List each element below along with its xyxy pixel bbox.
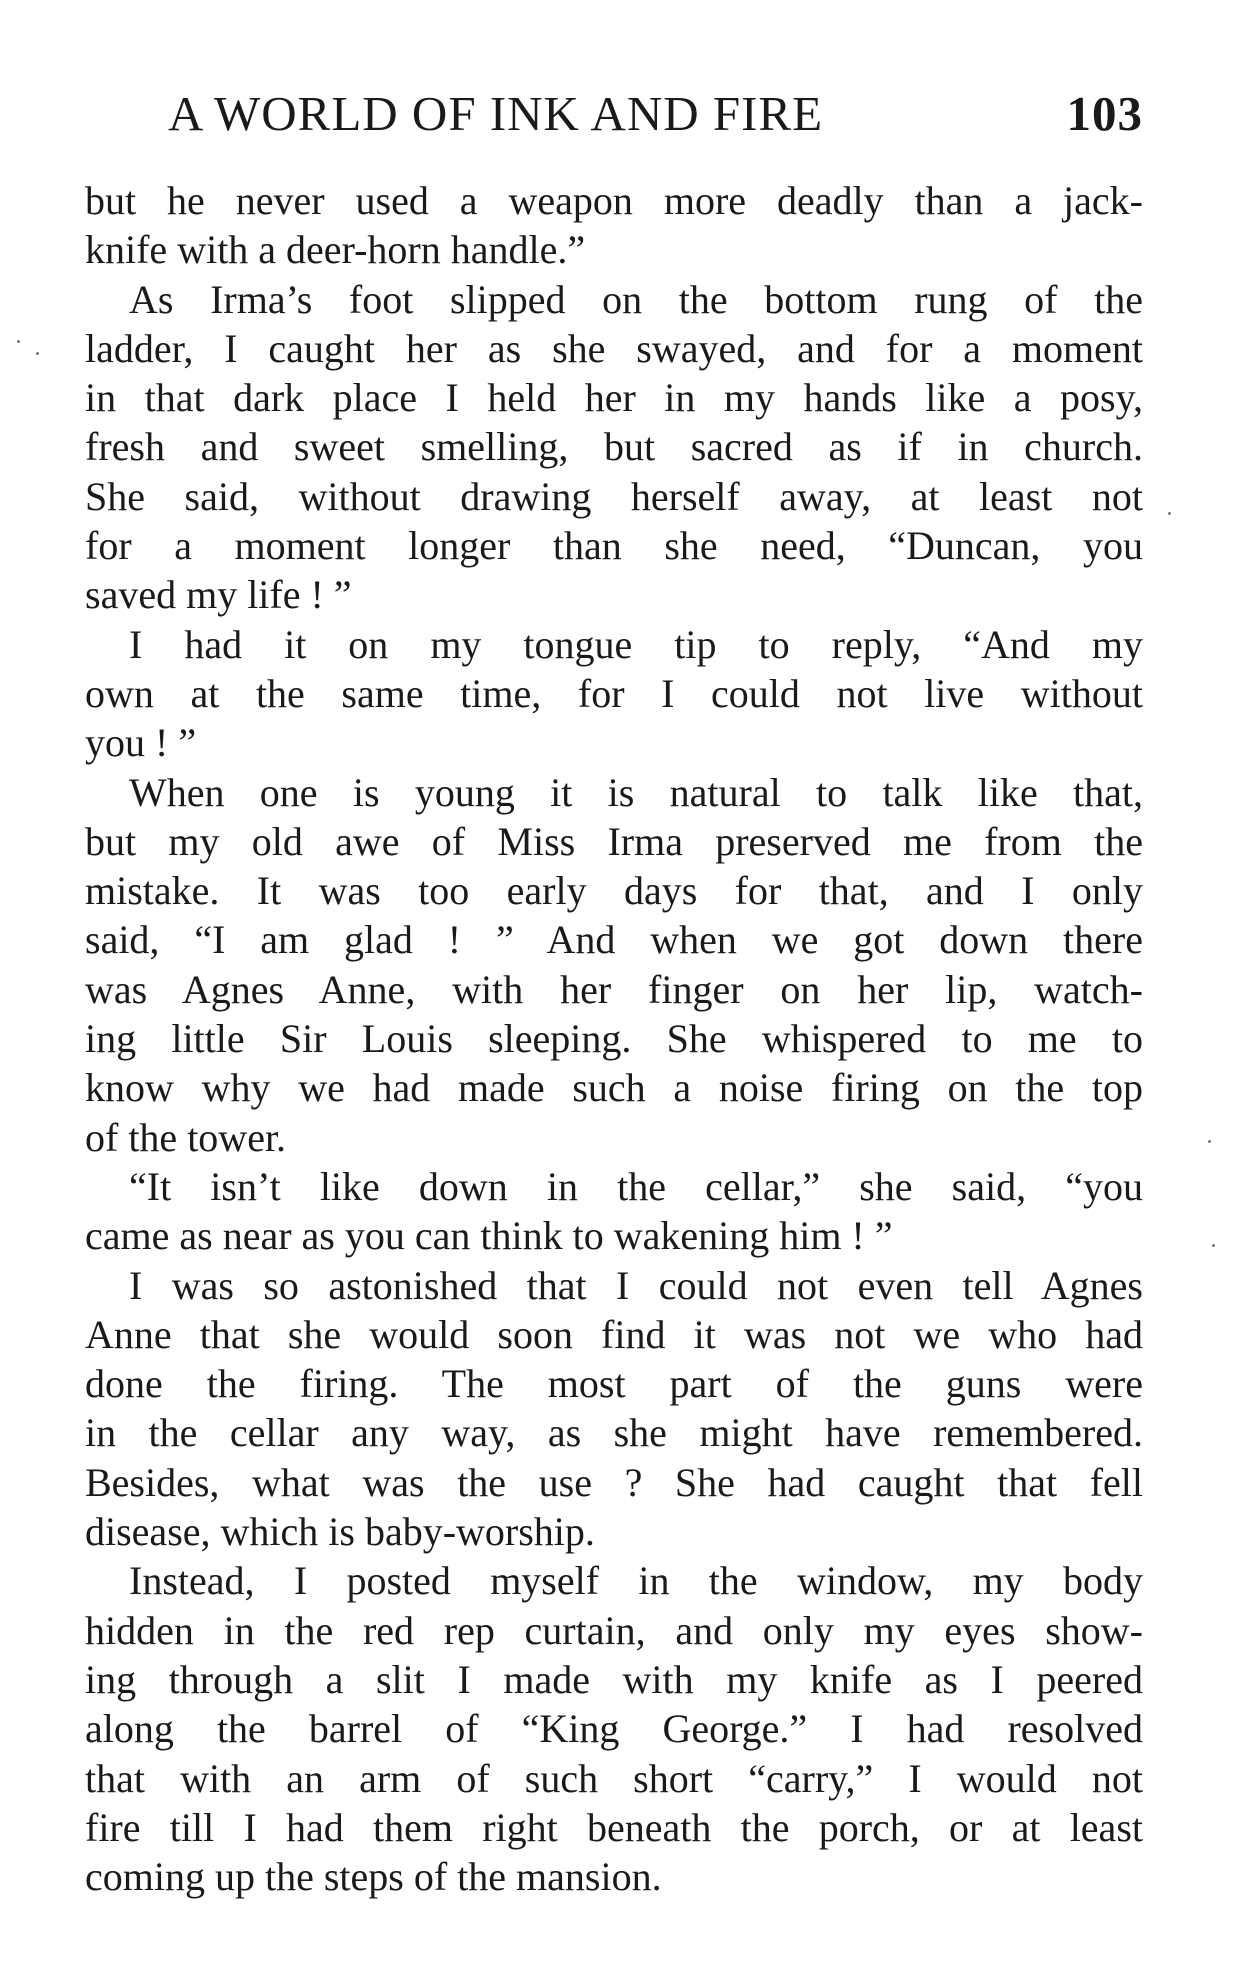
text-line: When one is young it is natural to talk like that,	[129, 769, 1143, 815]
text-line: disease, which is baby-worship.	[85, 1509, 595, 1555]
text-line: mistake. It was too early days for that, and I only	[85, 868, 1143, 914]
scan-speck	[1212, 1244, 1215, 1247]
text-line: done the firing. The most part of the guns were	[85, 1361, 1143, 1407]
text-line: in that dark place I held her in my hands like a posy,	[85, 375, 1143, 421]
paragraph	[85, 1261, 1143, 1557]
text-line: Instead, I posted myself in the window, my body	[129, 1558, 1143, 1604]
text-line: Besides, what was the use ? She had caught that fell	[85, 1459, 1143, 1505]
text-line: of the tower.	[85, 1114, 287, 1160]
paragraph	[85, 275, 1143, 620]
text-line: knife with a deer-horn handle.”	[85, 227, 586, 273]
text-line: Anne that she would soon find it was not we who had	[85, 1311, 1143, 1357]
text-line: said, “I am glad ! ” And when we got down there	[85, 917, 1143, 963]
text-line: own at the same time, for I could not live without	[85, 670, 1143, 716]
paragraph	[85, 176, 1143, 275]
text-line: you ! ”	[85, 720, 197, 766]
text-line: ladder, I caught her as she swayed, and for a moment	[85, 325, 1143, 371]
scan-speck	[17, 340, 20, 343]
scan-speck	[1168, 512, 1171, 515]
text-line: in the cellar any way, as she might have remembered.	[85, 1410, 1143, 1456]
text-line: along the barrel of “King George.” I had resolved	[85, 1706, 1143, 1752]
text-line: I had it on my tongue tip to reply, “And my	[129, 621, 1143, 667]
paragraph	[85, 620, 1143, 768]
page-number: 103	[1066, 86, 1143, 141]
text-line: was Agnes Anne, with her finger on her lip, watch-	[85, 966, 1143, 1012]
text-line: saved my life ! ”	[85, 572, 352, 618]
paragraph	[85, 1162, 1143, 1261]
text-line: She said, without drawing herself away, at least not	[85, 473, 1143, 519]
text-line: came as near as you can think to wakening him ! ”	[85, 1213, 893, 1259]
text-line: ing little Sir Louis sleeping. She whispered to me to	[85, 1016, 1143, 1062]
body-text	[85, 176, 1143, 1901]
text-line: for a moment longer than she need, “Duncan, you	[85, 523, 1143, 569]
scan-speck	[1208, 1140, 1211, 1143]
scan-speck	[36, 352, 39, 355]
text-line: hidden in the red rep curtain, and only my eyes show-	[85, 1607, 1143, 1653]
paragraph	[85, 1556, 1143, 1901]
chapter-title: A WORLD OF INK AND FIRE	[168, 86, 824, 141]
paragraph	[85, 768, 1143, 1162]
text-line: coming up the steps of the mansion.	[85, 1854, 662, 1900]
text-line: fire till I had them right beneath the porch, or at least	[85, 1804, 1143, 1850]
text-line: “It isn’t like down in the cellar,” she said, “you	[129, 1163, 1143, 1209]
text-line: know why we had made such a noise firing on the top	[85, 1065, 1143, 1111]
text-line: ing through a slit I made with my knife as I peered	[85, 1656, 1143, 1702]
running-head	[168, 84, 1143, 144]
text-line: fresh and sweet smelling, but sacred as if in church.	[85, 424, 1143, 470]
text-line: but my old awe of Miss Irma preserved me from the	[85, 818, 1143, 864]
text-line: I was so astonished that I could not even tell Agnes	[129, 1262, 1143, 1308]
text-line: but he never used a weapon more deadly than a jack-	[85, 178, 1143, 223]
text-line: that with an arm of such short “carry,” I would not	[85, 1755, 1143, 1801]
text-line: As Irma’s foot slipped on the bottom rung of the	[129, 276, 1143, 322]
